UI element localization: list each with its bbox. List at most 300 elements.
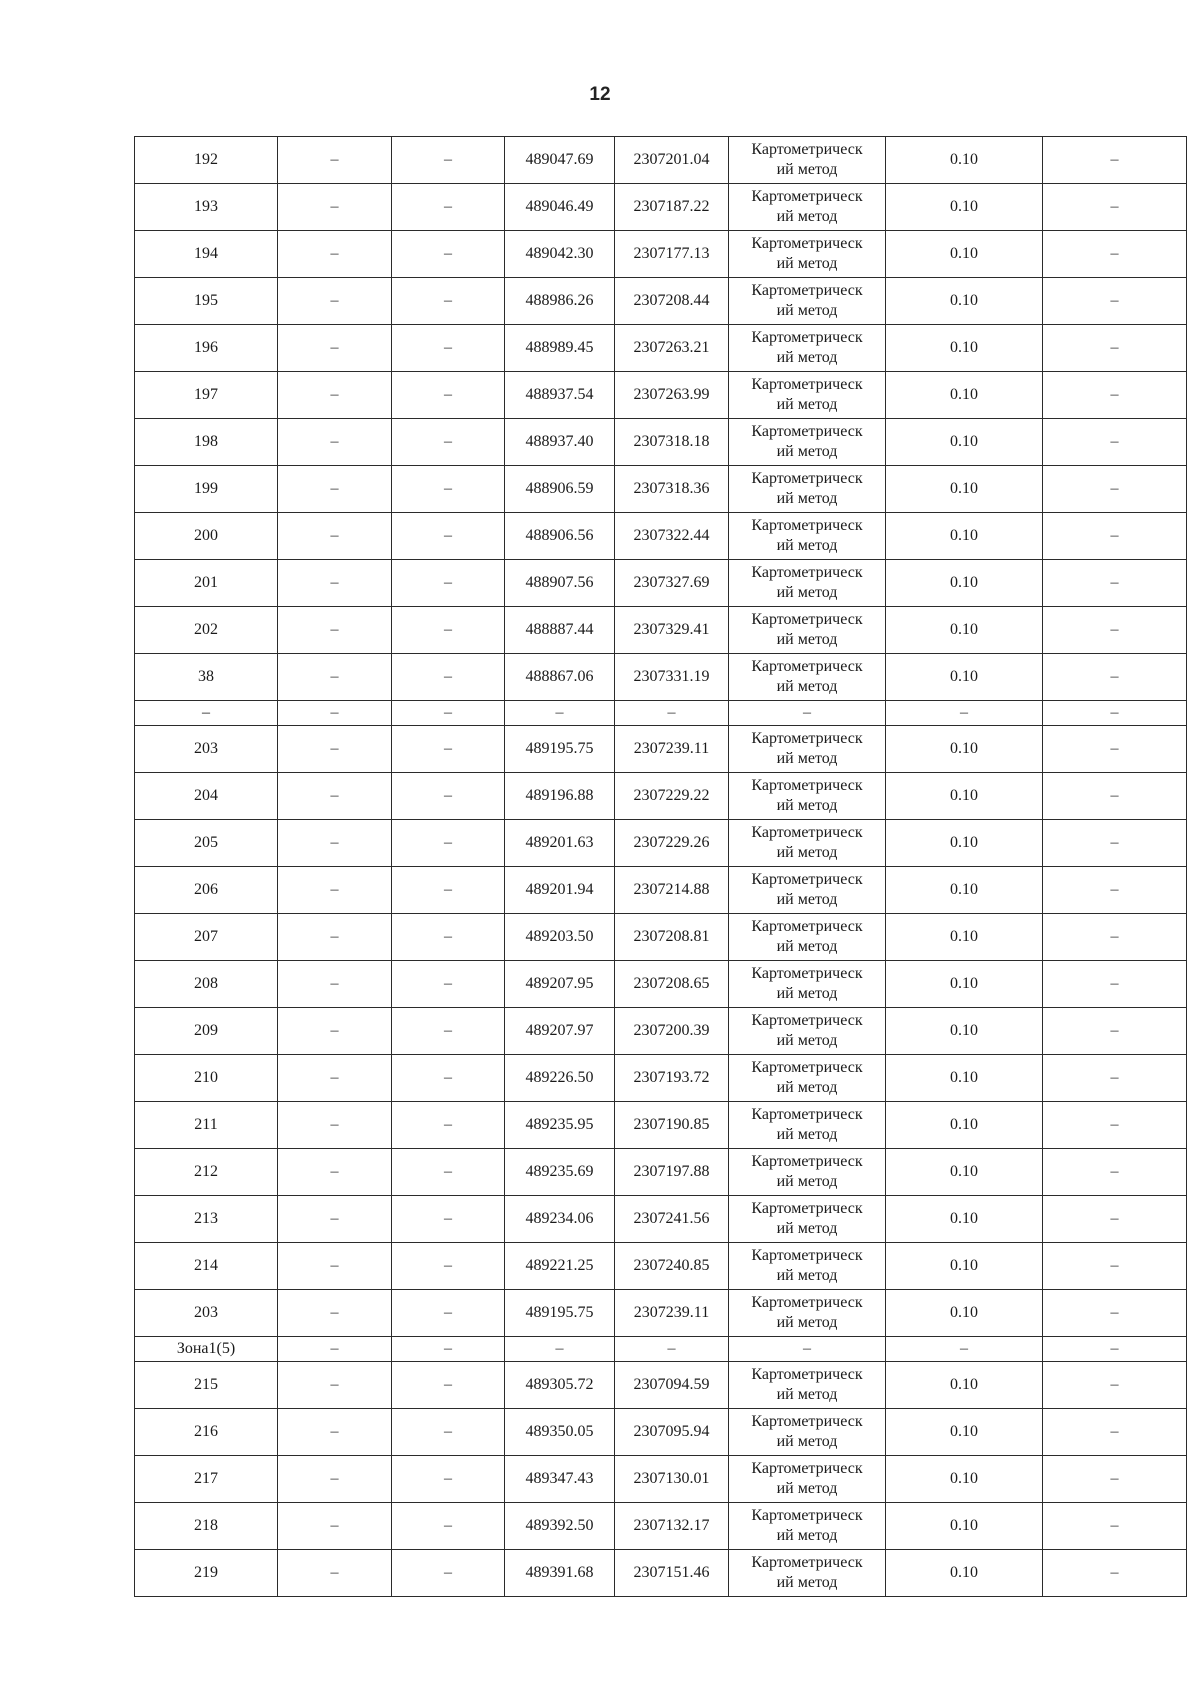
x-coordinate-cell: 488906.59 bbox=[505, 466, 615, 513]
method-cell bbox=[729, 184, 886, 231]
method-line-1: Картометрическ bbox=[751, 282, 863, 299]
dash-cell: – bbox=[278, 654, 392, 701]
table-row bbox=[135, 1196, 1187, 1243]
method-line-1: Картометрическ bbox=[751, 611, 863, 628]
table-row bbox=[135, 231, 1187, 278]
method-line-1: Картометрическ bbox=[751, 141, 863, 158]
accuracy-cell: 0.10 bbox=[886, 513, 1043, 560]
method-line-2: ий метод bbox=[776, 1032, 838, 1049]
dash-cell: – bbox=[1043, 1243, 1187, 1290]
x-coordinate-cell: 489350.05 bbox=[505, 1409, 615, 1456]
dash-cell: – bbox=[392, 1362, 505, 1409]
dash-cell: – bbox=[278, 1055, 392, 1102]
y-coordinate-cell: 2307229.22 bbox=[615, 773, 729, 820]
method-line-2: ий метод bbox=[776, 985, 838, 1002]
dash-cell: – bbox=[278, 1196, 392, 1243]
method-cell bbox=[729, 914, 886, 961]
dash-cell: – bbox=[278, 867, 392, 914]
method-cell bbox=[729, 1409, 886, 1456]
x-coordinate-cell: 489235.95 bbox=[505, 1102, 615, 1149]
accuracy-cell: 0.10 bbox=[886, 820, 1043, 867]
y-coordinate-cell: 2307263.99 bbox=[615, 372, 729, 419]
dash-cell: – bbox=[278, 701, 392, 726]
zone-label-cell: – bbox=[135, 701, 278, 726]
x-coordinate-cell: 488887.44 bbox=[505, 607, 615, 654]
table-row bbox=[135, 1503, 1187, 1550]
accuracy-cell: 0.10 bbox=[886, 560, 1043, 607]
accuracy-cell: 0.10 bbox=[886, 654, 1043, 701]
accuracy-cell: 0.10 bbox=[886, 726, 1043, 773]
table-row bbox=[135, 278, 1187, 325]
dash-cell: – bbox=[1043, 325, 1187, 372]
dash-cell: – bbox=[505, 701, 615, 726]
dash-cell: – bbox=[1043, 1196, 1187, 1243]
accuracy-cell: 0.10 bbox=[886, 1055, 1043, 1102]
dash-cell: – bbox=[278, 466, 392, 513]
method-cell bbox=[729, 560, 886, 607]
accuracy-cell: 0.10 bbox=[886, 1243, 1043, 1290]
accuracy-cell: 0.10 bbox=[886, 607, 1043, 654]
dash-cell: – bbox=[278, 1008, 392, 1055]
x-coordinate-cell: 488989.45 bbox=[505, 325, 615, 372]
point-number-cell: 194 bbox=[135, 231, 278, 278]
method-line-1: Картометрическ bbox=[751, 918, 863, 935]
table-row bbox=[135, 325, 1187, 372]
table-row bbox=[135, 1008, 1187, 1055]
x-coordinate-cell: 489203.50 bbox=[505, 914, 615, 961]
method-line-2: ий метод bbox=[776, 302, 838, 319]
method-line-2: ий метод bbox=[776, 537, 838, 554]
method-cell bbox=[729, 1503, 886, 1550]
method-cell bbox=[729, 1008, 886, 1055]
method-line-2: ий метод bbox=[776, 1173, 838, 1190]
y-coordinate-cell: 2307331.19 bbox=[615, 654, 729, 701]
accuracy-cell: 0.10 bbox=[886, 466, 1043, 513]
x-coordinate-cell: 488937.40 bbox=[505, 419, 615, 466]
dash-cell: – bbox=[1043, 1008, 1187, 1055]
method-cell bbox=[729, 961, 886, 1008]
dash-cell: – bbox=[392, 513, 505, 560]
method-cell bbox=[729, 1055, 886, 1102]
table-row bbox=[135, 184, 1187, 231]
accuracy-cell: 0.10 bbox=[886, 278, 1043, 325]
point-number-cell: 193 bbox=[135, 184, 278, 231]
dash-cell: – bbox=[392, 820, 505, 867]
dash-cell: – bbox=[392, 1102, 505, 1149]
dash-cell: – bbox=[392, 1243, 505, 1290]
dash-cell: – bbox=[1043, 419, 1187, 466]
dash-cell: – bbox=[392, 560, 505, 607]
point-number-cell: 198 bbox=[135, 419, 278, 466]
method-line-1: Картометрическ bbox=[751, 658, 863, 675]
dash-cell: – bbox=[278, 820, 392, 867]
x-coordinate-cell: 489042.30 bbox=[505, 231, 615, 278]
dash-cell: – bbox=[392, 231, 505, 278]
method-line-2: ий метод bbox=[776, 1267, 838, 1284]
point-number-cell: 205 bbox=[135, 820, 278, 867]
method-line-1: Картометрическ bbox=[751, 517, 863, 534]
dash-cell: – bbox=[392, 419, 505, 466]
accuracy-cell: 0.10 bbox=[886, 1409, 1043, 1456]
x-coordinate-cell: 489392.50 bbox=[505, 1503, 615, 1550]
y-coordinate-cell: 2307197.88 bbox=[615, 1149, 729, 1196]
table-row bbox=[135, 654, 1187, 701]
y-coordinate-cell: 2307208.44 bbox=[615, 278, 729, 325]
dash-cell: – bbox=[278, 1243, 392, 1290]
accuracy-cell: 0.10 bbox=[886, 325, 1043, 372]
accuracy-cell: 0.10 bbox=[886, 1503, 1043, 1550]
dash-cell: – bbox=[1043, 654, 1187, 701]
method-cell bbox=[729, 1290, 886, 1337]
table-row bbox=[135, 1550, 1187, 1597]
dash-cell: – bbox=[278, 773, 392, 820]
point-number-cell: 195 bbox=[135, 278, 278, 325]
table-row bbox=[135, 961, 1187, 1008]
table-row bbox=[135, 560, 1187, 607]
method-line-2: ий метод bbox=[776, 938, 838, 955]
x-coordinate-cell: 489195.75 bbox=[505, 1290, 615, 1337]
dash-cell: – bbox=[392, 654, 505, 701]
x-coordinate-cell: 489391.68 bbox=[505, 1550, 615, 1597]
dash-cell: – bbox=[1043, 1409, 1187, 1456]
dash-cell: – bbox=[1043, 773, 1187, 820]
x-coordinate-cell: 488867.06 bbox=[505, 654, 615, 701]
dash-cell: – bbox=[392, 137, 505, 184]
point-number-cell: 212 bbox=[135, 1149, 278, 1196]
table-row bbox=[135, 466, 1187, 513]
table-row bbox=[135, 137, 1187, 184]
accuracy-cell: 0.10 bbox=[886, 914, 1043, 961]
method-line-2: ий метод bbox=[776, 1480, 838, 1497]
dash-cell: – bbox=[1043, 466, 1187, 513]
method-cell bbox=[729, 419, 886, 466]
y-coordinate-cell: 2307322.44 bbox=[615, 513, 729, 560]
method-cell bbox=[729, 231, 886, 278]
point-number-cell: 216 bbox=[135, 1409, 278, 1456]
dash-cell: – bbox=[392, 325, 505, 372]
dash-cell: – bbox=[278, 325, 392, 372]
y-coordinate-cell: 2307130.01 bbox=[615, 1456, 729, 1503]
method-cell bbox=[729, 278, 886, 325]
method-line-2: ий метод bbox=[776, 678, 838, 695]
method-line-1: Картометрическ bbox=[751, 1200, 863, 1217]
method-cell bbox=[729, 820, 886, 867]
method-line-2: ий метод bbox=[776, 349, 838, 366]
dash-cell: – bbox=[1043, 820, 1187, 867]
method-line-2: ий метод bbox=[776, 255, 838, 272]
method-cell bbox=[729, 1362, 886, 1409]
point-number-cell: 210 bbox=[135, 1055, 278, 1102]
method-cell bbox=[729, 1243, 886, 1290]
method-line-1: Картометрическ bbox=[751, 1460, 863, 1477]
method-cell bbox=[729, 1550, 886, 1597]
method-cell bbox=[729, 1102, 886, 1149]
table-body bbox=[135, 137, 1187, 1597]
table-row bbox=[135, 914, 1187, 961]
dash-cell: – bbox=[392, 607, 505, 654]
dash-cell: – bbox=[1043, 701, 1187, 726]
method-line-1: Картометрическ bbox=[751, 1294, 863, 1311]
dash-cell: – bbox=[392, 1337, 505, 1362]
x-coordinate-cell: 489207.95 bbox=[505, 961, 615, 1008]
point-number-cell: 209 bbox=[135, 1008, 278, 1055]
point-number-cell: 192 bbox=[135, 137, 278, 184]
accuracy-cell: 0.10 bbox=[886, 419, 1043, 466]
separator-row bbox=[135, 701, 1187, 726]
dash-cell: – bbox=[392, 773, 505, 820]
dash-cell: – bbox=[392, 867, 505, 914]
point-number-cell: 196 bbox=[135, 325, 278, 372]
y-coordinate-cell: 2307187.22 bbox=[615, 184, 729, 231]
x-coordinate-cell: 488907.56 bbox=[505, 560, 615, 607]
dash-cell: – bbox=[1043, 1503, 1187, 1550]
dash-cell: – bbox=[1043, 278, 1187, 325]
y-coordinate-cell: 2307239.11 bbox=[615, 1290, 729, 1337]
dash-cell: – bbox=[1043, 1055, 1187, 1102]
dash-cell: – bbox=[278, 1362, 392, 1409]
method-line-2: ий метод bbox=[776, 396, 838, 413]
x-coordinate-cell: 488937.54 bbox=[505, 372, 615, 419]
y-coordinate-cell: 2307208.81 bbox=[615, 914, 729, 961]
dash-cell: – bbox=[1043, 1362, 1187, 1409]
dash-cell: – bbox=[392, 466, 505, 513]
dash-cell: – bbox=[1043, 961, 1187, 1008]
y-coordinate-cell: 2307151.46 bbox=[615, 1550, 729, 1597]
dash-cell: – bbox=[1043, 372, 1187, 419]
point-number-cell: 197 bbox=[135, 372, 278, 419]
method-cell bbox=[729, 466, 886, 513]
x-coordinate-cell: 489305.72 bbox=[505, 1362, 615, 1409]
table-row bbox=[135, 1409, 1187, 1456]
dash-cell: – bbox=[392, 961, 505, 1008]
method-line-1: Картометрическ bbox=[751, 1059, 863, 1076]
dash-cell: – bbox=[278, 513, 392, 560]
point-number-cell: 215 bbox=[135, 1362, 278, 1409]
method-line-2: ий метод bbox=[776, 443, 838, 460]
method-line-1: Картометрическ bbox=[751, 1507, 863, 1524]
point-number-cell: 214 bbox=[135, 1243, 278, 1290]
dash-cell: – bbox=[278, 1409, 392, 1456]
method-line-1: Картометрическ bbox=[751, 824, 863, 841]
dash-cell: – bbox=[1043, 726, 1187, 773]
dash-cell: – bbox=[505, 1337, 615, 1362]
method-line-2: ий метод bbox=[776, 1079, 838, 1096]
method-line-1: Картометрическ bbox=[751, 1153, 863, 1170]
dash-cell: – bbox=[729, 701, 886, 726]
dash-cell: – bbox=[615, 701, 729, 726]
y-coordinate-cell: 2307329.41 bbox=[615, 607, 729, 654]
table-row bbox=[135, 1290, 1187, 1337]
table-row bbox=[135, 1055, 1187, 1102]
dash-cell: – bbox=[278, 961, 392, 1008]
table-row bbox=[135, 1362, 1187, 1409]
dash-cell: – bbox=[392, 726, 505, 773]
method-cell bbox=[729, 513, 886, 560]
method-cell bbox=[729, 726, 886, 773]
point-number-cell: 203 bbox=[135, 1290, 278, 1337]
zone-label-cell: Зона1(5) bbox=[135, 1337, 278, 1362]
method-line-1: Картометрическ bbox=[751, 1012, 863, 1029]
method-line-2: ий метод bbox=[776, 797, 838, 814]
method-line-1: Картометрическ bbox=[751, 730, 863, 747]
accuracy-cell: 0.10 bbox=[886, 1290, 1043, 1337]
point-number-cell: 211 bbox=[135, 1102, 278, 1149]
y-coordinate-cell: 2307094.59 bbox=[615, 1362, 729, 1409]
method-line-1: Картометрическ bbox=[751, 1247, 863, 1264]
accuracy-cell: 0.10 bbox=[886, 137, 1043, 184]
dash-cell: – bbox=[278, 1337, 392, 1362]
method-line-2: ий метод bbox=[776, 1386, 838, 1403]
separator-row bbox=[135, 1337, 1187, 1362]
dash-cell: – bbox=[615, 1337, 729, 1362]
method-line-1: Картометрическ bbox=[751, 965, 863, 982]
dash-cell: – bbox=[1043, 1149, 1187, 1196]
accuracy-cell: 0.10 bbox=[886, 773, 1043, 820]
point-number-cell: 203 bbox=[135, 726, 278, 773]
point-number-cell: 208 bbox=[135, 961, 278, 1008]
table-row bbox=[135, 419, 1187, 466]
dash-cell: – bbox=[1043, 1290, 1187, 1337]
table-row bbox=[135, 820, 1187, 867]
method-line-1: Картометрическ bbox=[751, 235, 863, 252]
dash-cell: – bbox=[1043, 1102, 1187, 1149]
x-coordinate-cell: 489201.94 bbox=[505, 867, 615, 914]
dash-cell: – bbox=[1043, 1550, 1187, 1597]
dash-cell: – bbox=[392, 701, 505, 726]
dash-cell: – bbox=[729, 1337, 886, 1362]
method-line-1: Картометрическ bbox=[751, 777, 863, 794]
method-line-2: ий метод bbox=[776, 1314, 838, 1331]
method-line-1: Картометрическ bbox=[751, 1366, 863, 1383]
method-line-2: ий метод bbox=[776, 1126, 838, 1143]
method-line-2: ий метод bbox=[776, 844, 838, 861]
method-line-1: Картометрическ bbox=[751, 1413, 863, 1430]
method-cell bbox=[729, 137, 886, 184]
method-line-1: Картометрическ bbox=[751, 329, 863, 346]
method-line-2: ий метод bbox=[776, 1574, 838, 1591]
accuracy-cell: 0.10 bbox=[886, 1550, 1043, 1597]
table-row bbox=[135, 607, 1187, 654]
table-row bbox=[135, 1243, 1187, 1290]
y-coordinate-cell: 2307327.69 bbox=[615, 560, 729, 607]
method-line-1: Картометрическ bbox=[751, 188, 863, 205]
x-coordinate-cell: 488906.56 bbox=[505, 513, 615, 560]
y-coordinate-cell: 2307200.39 bbox=[615, 1008, 729, 1055]
dash-cell: – bbox=[1043, 184, 1187, 231]
dash-cell: – bbox=[392, 914, 505, 961]
point-number-cell: 204 bbox=[135, 773, 278, 820]
point-number-cell: 199 bbox=[135, 466, 278, 513]
dash-cell: – bbox=[278, 1102, 392, 1149]
dash-cell: – bbox=[1043, 513, 1187, 560]
point-number-cell: 200 bbox=[135, 513, 278, 560]
table-row bbox=[135, 1149, 1187, 1196]
point-number-cell: 201 bbox=[135, 560, 278, 607]
accuracy-cell: 0.10 bbox=[886, 184, 1043, 231]
accuracy-cell: 0.10 bbox=[886, 1456, 1043, 1503]
dash-cell: – bbox=[278, 726, 392, 773]
dash-cell: – bbox=[392, 1196, 505, 1243]
dash-cell: – bbox=[392, 1008, 505, 1055]
x-coordinate-cell: 489201.63 bbox=[505, 820, 615, 867]
y-coordinate-cell: 2307201.04 bbox=[615, 137, 729, 184]
accuracy-cell: 0.10 bbox=[886, 1102, 1043, 1149]
dash-cell: – bbox=[1043, 560, 1187, 607]
table-row bbox=[135, 1102, 1187, 1149]
method-line-2: ий метод bbox=[776, 161, 838, 178]
y-coordinate-cell: 2307208.65 bbox=[615, 961, 729, 1008]
x-coordinate-cell: 489235.69 bbox=[505, 1149, 615, 1196]
y-coordinate-cell: 2307229.26 bbox=[615, 820, 729, 867]
method-line-2: ий метод bbox=[776, 1433, 838, 1450]
method-line-2: ий метод bbox=[776, 208, 838, 225]
accuracy-cell: 0.10 bbox=[886, 1362, 1043, 1409]
dash-cell: – bbox=[886, 701, 1043, 726]
dash-cell: – bbox=[392, 1055, 505, 1102]
method-line-2: ий метод bbox=[776, 631, 838, 648]
table-row bbox=[135, 1456, 1187, 1503]
x-coordinate-cell: 489226.50 bbox=[505, 1055, 615, 1102]
y-coordinate-cell: 2307193.72 bbox=[615, 1055, 729, 1102]
x-coordinate-cell: 489207.97 bbox=[505, 1008, 615, 1055]
accuracy-cell: 0.10 bbox=[886, 1149, 1043, 1196]
dash-cell: – bbox=[278, 1456, 392, 1503]
method-line-1: Картометрическ bbox=[751, 470, 863, 487]
table-row bbox=[135, 726, 1187, 773]
y-coordinate-cell: 2307318.36 bbox=[615, 466, 729, 513]
dash-cell: – bbox=[392, 1503, 505, 1550]
dash-cell: – bbox=[278, 560, 392, 607]
dash-cell: – bbox=[278, 231, 392, 278]
dash-cell: – bbox=[278, 914, 392, 961]
dash-cell: – bbox=[392, 278, 505, 325]
dash-cell: – bbox=[1043, 867, 1187, 914]
dash-cell: – bbox=[1043, 137, 1187, 184]
y-coordinate-cell: 2307095.94 bbox=[615, 1409, 729, 1456]
y-coordinate-cell: 2307214.88 bbox=[615, 867, 729, 914]
point-number-cell: 213 bbox=[135, 1196, 278, 1243]
table-row bbox=[135, 867, 1187, 914]
dash-cell: – bbox=[392, 1409, 505, 1456]
method-cell bbox=[729, 372, 886, 419]
point-number-cell: 218 bbox=[135, 1503, 278, 1550]
x-coordinate-cell: 489196.88 bbox=[505, 773, 615, 820]
dash-cell: – bbox=[278, 1503, 392, 1550]
x-coordinate-cell: 489221.25 bbox=[505, 1243, 615, 1290]
x-coordinate-cell: 489046.49 bbox=[505, 184, 615, 231]
accuracy-cell: 0.10 bbox=[886, 961, 1043, 1008]
method-cell bbox=[729, 773, 886, 820]
method-line-2: ий метод bbox=[776, 750, 838, 767]
point-number-cell: 202 bbox=[135, 607, 278, 654]
dash-cell: – bbox=[1043, 1456, 1187, 1503]
method-cell bbox=[729, 867, 886, 914]
dash-cell: – bbox=[1043, 1337, 1187, 1362]
point-number-cell: 206 bbox=[135, 867, 278, 914]
dash-cell: – bbox=[278, 184, 392, 231]
dash-cell: – bbox=[278, 372, 392, 419]
y-coordinate-cell: 2307241.56 bbox=[615, 1196, 729, 1243]
dash-cell: – bbox=[392, 1550, 505, 1597]
dash-cell: – bbox=[278, 278, 392, 325]
y-coordinate-cell: 2307190.85 bbox=[615, 1102, 729, 1149]
coordinates-table bbox=[134, 136, 1187, 1597]
page-number: 12 bbox=[589, 84, 611, 105]
method-cell bbox=[729, 1149, 886, 1196]
y-coordinate-cell: 2307263.21 bbox=[615, 325, 729, 372]
method-line-1: Картометрическ bbox=[751, 871, 863, 888]
dash-cell: – bbox=[278, 1149, 392, 1196]
